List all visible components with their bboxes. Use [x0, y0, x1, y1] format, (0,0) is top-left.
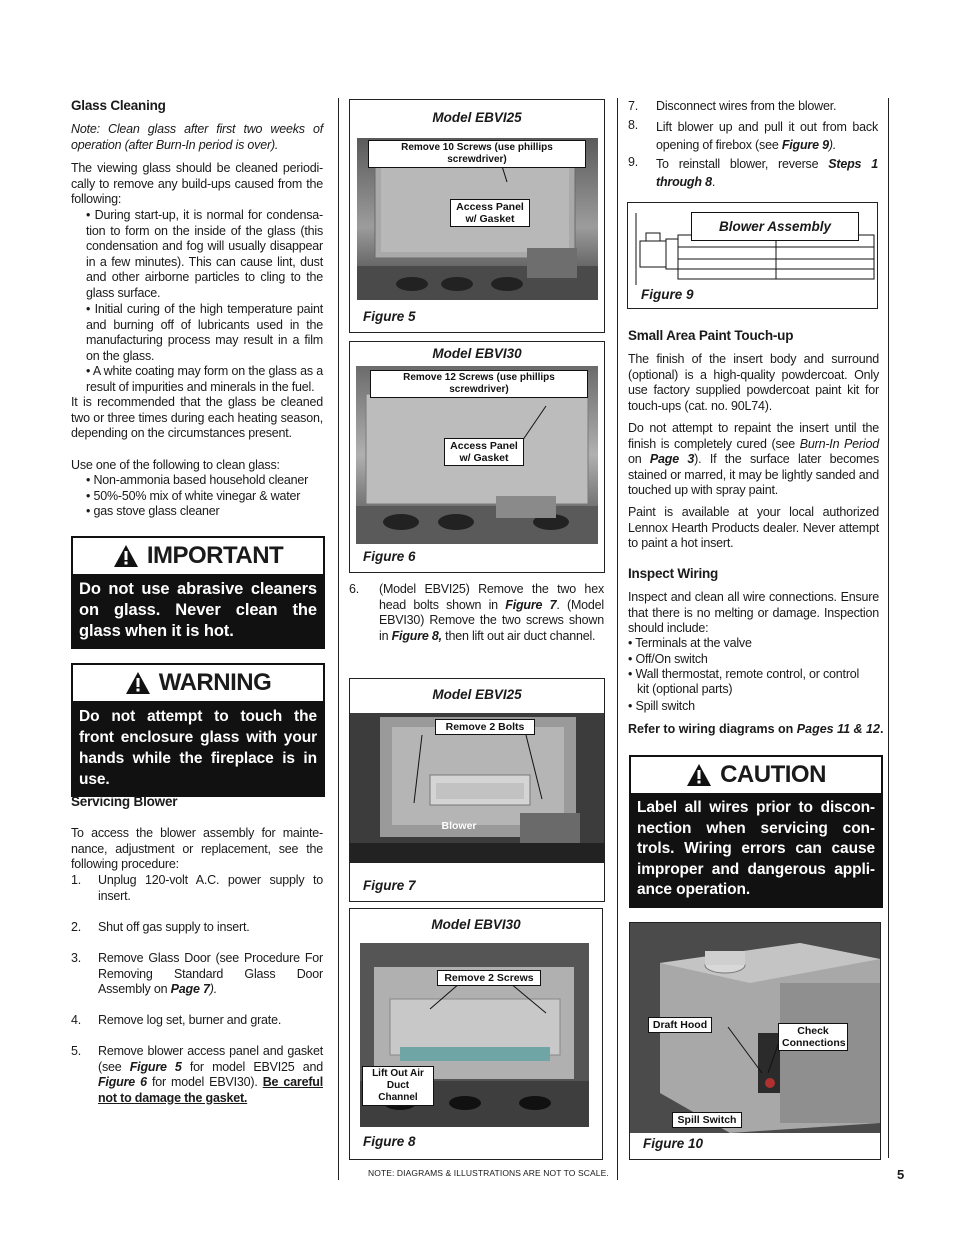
caution-box: [629, 755, 883, 908]
wiring-item-1: • Terminals at the valve: [628, 636, 752, 650]
figure-9-label: Blower Assembly: [691, 212, 859, 241]
figure-7: [349, 678, 605, 902]
wiring-reference: Refer to wiring diagrams on Pages 11 & 12.: [628, 722, 884, 736]
cleaner-item-2: • 50%-50% mix of white vinegar & water: [86, 489, 301, 503]
figure-8-label-duct: Lift Out Air Duct Channel: [362, 1066, 434, 1106]
step-number: 2.: [71, 920, 82, 934]
warning-triangle-icon: [125, 671, 151, 695]
paint-paragraph-3: Paint is available at your local authorized Lennox Hearth Products dealer. Never attempt to paint a hot insert.: [628, 505, 879, 550]
steps-7-9: [628, 99, 878, 194]
figure-6-caption: Figure 6: [363, 549, 416, 564]
figure-6-model: Model EBVI30: [432, 346, 522, 361]
important-text: Do not use abrasive cleaners on glass. Never clean the glass when it is hot.: [73, 574, 323, 647]
caution-text: Label all wires prior to discon-nection when servicing con-trols. Wiring errors can cause improper and dangerous appli-ance operation.: [631, 793, 881, 906]
step-number: 7.: [628, 99, 639, 113]
figure-7-model: Model EBVI25: [432, 687, 522, 702]
figure-7-label-blower: Blower: [441, 820, 477, 832]
glass-note: Note: Clean glass after first two weeks of operation (after Burn-In period is over).: [71, 122, 323, 152]
warning-box: [71, 663, 325, 797]
figure-8-model: Model EBVI30: [431, 917, 521, 932]
figure-7-caption: Figure 7: [363, 878, 416, 893]
inspect-wiring-heading: Inspect Wiring: [628, 566, 719, 581]
figure-5-label-access-panel: Access Panel w/ Gasket: [450, 199, 530, 227]
step-number: 5.: [71, 1044, 82, 1058]
step-7: Disconnect wires from the blower.: [656, 99, 837, 113]
figure-8-label-screws: Remove 2 Screws: [437, 970, 541, 986]
figure-7-label-bolts: Remove 2 Bolts: [435, 719, 535, 735]
glass-bullet-1: • During start-up, it is normal for condensa-tion to form on the inside of the glass (this condensation and fog will usually disappear in a few minutes). This can cause lint, dust and other airborne particles to cling to the glass surface.: [86, 208, 323, 300]
step-number: 6.: [349, 582, 360, 596]
wiring-item-4: • Spill switch: [628, 699, 695, 713]
glass-intro: The viewing glass should be cleaned periodi-cally to remove any build-ups caused from the following:: [71, 161, 323, 206]
caution-title: CAUTION: [720, 761, 826, 788]
figure-10-label-check-connections: Check Connections: [778, 1023, 848, 1051]
figure-6: [349, 341, 605, 573]
step-number: 1.: [71, 873, 82, 887]
step-number: 3.: [71, 951, 82, 965]
step-1: Unplug 120-volt A.C. power supply to insert.: [98, 873, 323, 903]
cleaner-item-1: • Non-ammonia based household cleaner: [86, 473, 309, 487]
figure-7-photo: [350, 713, 604, 863]
step-4: Remove log set, burner and grate.: [98, 1013, 282, 1027]
figure-10: [629, 922, 881, 1160]
glass-cleaning-heading: Glass Cleaning: [71, 98, 166, 113]
warning-text: Do not attempt to touch the front enclosure glass with your hands while the fireplace is in use.: [73, 701, 323, 795]
figure-9: [627, 202, 878, 309]
step-8: Lift blower up and pull it out from back opening of firebox (see Figure 9).: [656, 120, 878, 152]
wiring-item-3-cont: kit (optional parts): [637, 682, 733, 696]
step-3: Remove Glass Door (see Procedure For Removing Standard Glass Door Assembly on Page 7).: [98, 951, 323, 996]
page-number: 5: [897, 1167, 905, 1182]
column-rule-left: [338, 98, 339, 1180]
figure-6-label-access-panel: Access Panel w/ Gasket: [444, 438, 524, 466]
wiring-item-2: • Off/On switch: [628, 652, 708, 666]
important-title: IMPORTANT: [146, 542, 284, 569]
glass-bullet-3: • A white coating may form on the glass as a result of impurities and minerals in the fuel.: [86, 364, 323, 394]
servicing-blower-heading: Servicing Blower: [71, 794, 178, 809]
step-number: 4.: [71, 1013, 82, 1027]
step-9: To reinstall blower, reverse Steps 1 through 8.: [656, 157, 878, 189]
step-number: 9.: [628, 155, 639, 169]
column-rule-far-right: [888, 98, 889, 1158]
glass-recommend: It is recommended that the glass be cleaned two or three times during each heating season, depending on the circumstances present.: [71, 395, 323, 440]
servicing-steps: [71, 873, 323, 1113]
step-6-block: [349, 582, 604, 662]
column-rule-right: [617, 98, 618, 1180]
figure-8-caption: Figure 8: [363, 1134, 416, 1149]
warning-title: WARNING: [158, 669, 272, 696]
figure-8: [349, 908, 603, 1160]
step-6: (Model EBVI25) Remove the two hex head bolts shown in Figure 7. (Model EBVI30) Remove the two screws shown in Figure 8, then lift out air duct channel.: [379, 582, 604, 643]
cleaner-item-3: • gas stove glass cleaner: [86, 504, 220, 518]
use-one-text: Use one of the following to clean glass:: [71, 458, 280, 472]
figure-9-caption: Figure 9: [641, 287, 694, 302]
important-box: [71, 536, 325, 649]
paint-paragraph-1: The finish of the insert body and surround (optional) is a high-quality powdercoat. Only use factory supplied powdercoat paint kit for touch-ups (cat. no. 90L74).: [628, 352, 879, 413]
wiring-item-3: • Wall thermostat, remote control, or control: [628, 667, 860, 681]
figure-10-caption: Figure 10: [643, 1136, 704, 1151]
servicing-intro: To access the blower assembly for mainte-nance, adjustment or replacement, see the following procedure:: [71, 826, 323, 871]
step-number: 8.: [628, 118, 639, 132]
step-5: Remove blower access panel and gasket (see Figure 5 for model EBVI25 and Figure 6 for model EBVI30). Be careful not to damage the gasket.: [98, 1044, 323, 1105]
warning-triangle-icon: [686, 763, 712, 787]
figure-5-caption: Figure 5: [363, 309, 416, 324]
figure-5: [349, 99, 605, 333]
scale-note: NOTE: DIAGRAMS & ILLUSTRATIONS ARE NOT TO SCALE.: [368, 1168, 609, 1178]
step-2: Shut off gas supply to insert.: [98, 920, 250, 934]
glass-bullet-2: • Initial curing of the high temperature paint and burning off of lubricants used in the manufacturing process may result in a film on the glass.: [86, 302, 323, 363]
figure-10-label-spill-switch: Spill Switch: [672, 1112, 742, 1128]
warning-triangle-icon: [113, 544, 139, 568]
paint-touchup-heading: Small Area Paint Touch-up: [628, 328, 794, 343]
figure-5-model: Model EBVI25: [432, 110, 522, 125]
figure-10-label-draft-hood: Draft Hood: [648, 1017, 712, 1033]
figure-5-label-screws: Remove 10 Screws (use phillips screwdriver): [368, 140, 586, 168]
paint-paragraph-2: Do not attempt to repaint the insert until the finish is completely cured (see Burn-In Period on Page 3). If the surface later becomes stained or marred, it may be lightly sanded and touched up with spray paint.: [628, 421, 880, 497]
blower-photo: [350, 713, 604, 863]
figure-6-label-screws: Remove 12 Screws (use phillips screwdriver): [370, 370, 588, 398]
wiring-paragraph: Inspect and clean all wire connections. Ensure that there is no melting or damage. Inspection should include:: [628, 590, 879, 635]
